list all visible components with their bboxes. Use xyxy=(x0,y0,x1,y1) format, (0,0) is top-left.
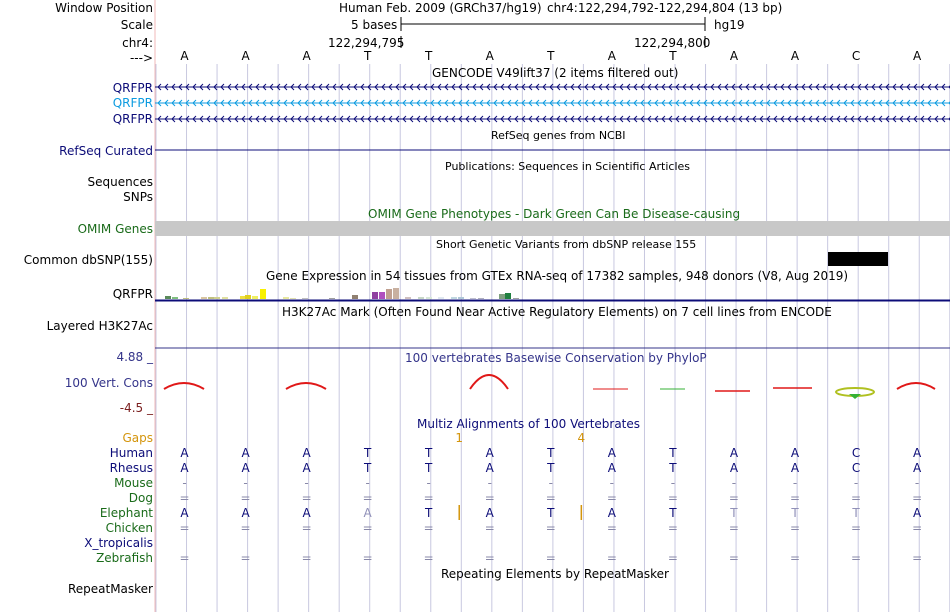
alignment-base: T xyxy=(547,506,555,520)
alignment-base: A xyxy=(241,461,250,475)
alignment-base: = xyxy=(728,521,739,535)
strand-arrow-label[interactable]: ---> xyxy=(129,51,153,65)
gtex-bar xyxy=(183,298,189,299)
dbsnp-variant xyxy=(828,252,888,266)
alignment-base: A xyxy=(241,446,250,460)
phylop-mark xyxy=(897,383,935,389)
ruler-base: A xyxy=(912,49,922,63)
alignment-base: A xyxy=(485,446,494,460)
alignment-base: = xyxy=(484,491,495,505)
species-label-rhesus[interactable]: Rhesus xyxy=(109,461,153,475)
gtex-label[interactable]: QRFPR xyxy=(112,287,153,301)
alignment-base: = xyxy=(423,551,434,565)
repeatmasker-label[interactable]: RepeatMasker xyxy=(67,582,153,596)
alignment-base: A xyxy=(912,506,922,520)
alignment-base: = xyxy=(179,521,190,535)
gtex-bar xyxy=(252,296,258,299)
gtex-bar xyxy=(329,298,335,299)
alignment-base: A xyxy=(180,446,189,460)
dbsnp-label[interactable]: Common dbSNP(155) xyxy=(23,253,153,267)
alignment-base: = xyxy=(362,551,373,565)
gtex-bar xyxy=(499,294,505,299)
alignment-base: T xyxy=(425,446,433,460)
alignment-base: = xyxy=(423,491,434,505)
alignment-base: A xyxy=(607,446,616,460)
alignment-base: T xyxy=(669,446,677,460)
alignment-base: = xyxy=(423,521,434,535)
ruler-base: C xyxy=(851,49,861,63)
gap-count: 1 xyxy=(455,431,464,445)
gtex-bar xyxy=(438,297,444,299)
alignment-base: = xyxy=(301,521,312,535)
alignment-base: = xyxy=(912,551,923,565)
gtex-bar xyxy=(418,297,424,299)
gtex-bar xyxy=(386,289,392,299)
alignment-base: A xyxy=(790,446,800,460)
alignment-base: = xyxy=(851,551,862,565)
alignment-base: = xyxy=(362,491,373,505)
alignment-base: = xyxy=(362,521,373,535)
gtex-bar xyxy=(372,292,378,299)
alignment-base: C xyxy=(851,446,861,460)
alignment-base: - xyxy=(548,476,553,490)
alignment-base: T xyxy=(669,506,677,520)
alignment-base: T xyxy=(852,506,860,520)
alignment-base: T xyxy=(547,446,555,460)
coord-left: 122,294,795 xyxy=(328,36,405,50)
h3k27ac-label[interactable]: Layered H3K27Ac xyxy=(46,319,153,333)
alignment-base: = xyxy=(789,551,801,565)
repeatmasker-title[interactable]: Repeating Elements by RepeatMasker xyxy=(441,567,669,581)
ruler-base: A xyxy=(241,49,250,63)
alignment-base: A xyxy=(912,446,922,460)
phylop-label[interactable]: 100 Vert. Cons xyxy=(64,376,153,390)
alignment-base: = xyxy=(545,551,556,565)
alignment-base: A xyxy=(790,461,800,475)
alignment-base: = xyxy=(728,491,739,505)
alignment-base: = xyxy=(851,491,862,505)
alignment-base: A xyxy=(241,506,250,520)
alignment-base: = xyxy=(240,491,251,505)
publications-title[interactable]: Publications: Sequences in Scientific Articles xyxy=(445,160,690,173)
phylop-max-label: 4.88 _ xyxy=(116,350,153,364)
alignment-base: T xyxy=(425,461,433,475)
alignment-base: A xyxy=(363,506,372,520)
alignment-base: = xyxy=(789,491,801,505)
alignment-base: - xyxy=(182,476,187,490)
omim-label[interactable]: OMIM Genes xyxy=(77,222,153,236)
alignment-base: = xyxy=(667,551,678,565)
gtex-bar xyxy=(513,298,519,299)
alignment-base: A xyxy=(912,461,922,475)
publications-sequences-label[interactable]: Sequences xyxy=(87,175,153,189)
gtex-bar xyxy=(165,296,171,299)
species-label-elephant[interactable]: Elephant xyxy=(99,506,153,520)
alignment-base: = xyxy=(484,521,495,535)
gencode-title[interactable]: GENCODE V49lift37 (2 items filtered out) xyxy=(432,66,679,80)
alignment-base: - xyxy=(914,476,920,490)
alignment-base: A xyxy=(302,506,311,520)
alignment-base: A xyxy=(302,446,311,460)
ruler-base: T xyxy=(363,49,372,63)
alignment-base: A xyxy=(607,506,616,520)
alignment-base: - xyxy=(792,476,798,490)
alignment-base: T xyxy=(791,506,799,520)
alignment-base: = xyxy=(179,551,190,565)
gtex-bar xyxy=(470,298,476,299)
alignment-base: = xyxy=(301,491,312,505)
species-label-mouse[interactable]: Mouse xyxy=(114,476,153,490)
gtex-bar xyxy=(201,297,207,299)
alignment-base: = xyxy=(545,521,556,535)
ruler-base: A xyxy=(485,49,494,63)
alignment-base: A xyxy=(607,461,616,475)
alignment-base: A xyxy=(485,461,494,475)
assembly-short: hg19 xyxy=(714,18,745,32)
species-label-zebrafish[interactable]: Zebrafish xyxy=(96,551,153,565)
gencode-item-1[interactable]: QRFPR xyxy=(112,81,153,95)
alignment-base: - xyxy=(426,476,431,490)
alignment-base: - xyxy=(853,476,859,490)
gtex-bar xyxy=(451,297,457,299)
ruler-base: A xyxy=(790,49,800,63)
h3k27ac-title[interactable]: H3K27Ac Mark (Often Found Near Active Regulatory Elements) on 7 cell lines from ENCODE xyxy=(282,305,832,319)
phylop-mark xyxy=(164,383,204,389)
multiz-title[interactable]: Multiz Alignments of 100 Vertebrates xyxy=(417,417,641,431)
alignment-base: T xyxy=(547,461,555,475)
gaps-label[interactable]: Gaps xyxy=(122,431,153,445)
phylop-title[interactable]: 100 vertebrates Basewise Conservation by PhyloP xyxy=(405,351,707,365)
alignment-base: = xyxy=(606,491,617,505)
gtex-bar xyxy=(393,288,399,299)
phylop-mark xyxy=(286,383,326,389)
chrom-label[interactable]: chr4: xyxy=(122,36,153,50)
gtex-bar xyxy=(283,297,289,299)
alignment-base: - xyxy=(670,476,676,490)
omim-bar xyxy=(155,221,950,236)
alignment-base: C xyxy=(851,461,861,475)
gtex-title[interactable]: Gene Expression in 54 tissues from GTEx RNA-seq of 17382 samples, 948 donors (V8, Aug 2019) xyxy=(266,269,849,283)
alignment-base: = xyxy=(240,521,251,535)
alignment-base: T xyxy=(363,446,372,460)
ruler-base: A xyxy=(302,49,311,63)
alignment-base: = xyxy=(728,551,739,565)
gtex-bar xyxy=(260,289,266,299)
refseq-title[interactable]: RefSeq genes from NCBI xyxy=(491,129,626,142)
gtex-bar xyxy=(505,293,511,299)
gtex-bar xyxy=(426,297,432,299)
ruler-base: T xyxy=(425,49,433,63)
alignment-base: = xyxy=(667,491,678,505)
alignment-base: = xyxy=(606,551,617,565)
gtex-bar xyxy=(172,297,178,299)
assembly-title: Human Feb. 2009 (GRCh37/hg19) xyxy=(339,1,542,15)
alignment-base: = xyxy=(179,491,190,505)
alignment-base: = xyxy=(667,521,678,535)
alignment-base: T xyxy=(363,461,372,475)
alignment-base: - xyxy=(365,476,370,490)
gtex-bar xyxy=(478,298,484,299)
species-label-human[interactable]: Human xyxy=(109,446,153,460)
alignment-base: A xyxy=(302,461,311,475)
gtex-bar xyxy=(214,297,220,299)
species-label-x_tropicalis[interactable]: X_tropicalis xyxy=(84,536,153,550)
alignment-base: - xyxy=(609,476,615,490)
ruler-base: A xyxy=(607,49,616,63)
publications-snps-label[interactable]: SNPs xyxy=(123,190,153,204)
alignment-base: = xyxy=(912,491,923,505)
species-label-dog[interactable]: Dog xyxy=(128,491,153,505)
alignment-base: = xyxy=(606,521,617,535)
dbsnp-title[interactable]: Short Genetic Variants from dbSNP release 155 xyxy=(436,238,697,251)
alignment-base: T xyxy=(425,506,433,520)
alignment-base: T xyxy=(730,506,738,520)
gtex-bar xyxy=(245,295,251,299)
alignment-base: = xyxy=(545,491,556,505)
refseq-label[interactable]: RefSeq Curated xyxy=(59,144,153,158)
gtex-bar xyxy=(290,298,296,299)
coord-right: 122,294,800 xyxy=(634,36,711,50)
alignment-base: = xyxy=(789,521,801,535)
ruler-base: T xyxy=(669,49,677,63)
gencode-item-2[interactable]: QRFPR xyxy=(112,96,153,110)
ruler-base: T xyxy=(547,49,555,63)
gap-count: 4 xyxy=(577,431,586,445)
omim-title[interactable]: OMIM Gene Phenotypes - Dark Green Can Be Disease-causing xyxy=(368,207,741,221)
alignment-base: = xyxy=(484,551,495,565)
alignment-base: = xyxy=(912,521,923,535)
gtex-bar xyxy=(352,295,358,299)
phylop-mark xyxy=(470,375,508,389)
phylop-min-label: -4.5 _ xyxy=(119,401,153,415)
alignment-base: - xyxy=(487,476,492,490)
alignment-base: A xyxy=(485,506,494,520)
species-label-chicken[interactable]: Chicken xyxy=(105,521,153,535)
alignment-base: T xyxy=(669,461,677,475)
alignment-base: - xyxy=(731,476,737,490)
ruler-base: A xyxy=(729,49,739,63)
ruler-base: A xyxy=(180,49,189,63)
alignment-base: - xyxy=(304,476,309,490)
alignment-base: = xyxy=(301,551,312,565)
window-position-label[interactable]: Window Position xyxy=(55,1,153,15)
scale-text: 5 bases xyxy=(351,18,398,32)
alignment-base: A xyxy=(729,446,739,460)
alignment-base: = xyxy=(851,521,862,535)
gtex-bar xyxy=(222,297,228,299)
gtex-bar xyxy=(302,298,308,299)
alignment-base: A xyxy=(180,461,189,475)
alignment-base: A xyxy=(180,506,189,520)
position-range: chr4:122,294,792-122,294,804 (13 bp) xyxy=(547,1,783,15)
alignment-base: - xyxy=(243,476,248,490)
alignment-base: = xyxy=(240,551,251,565)
gtex-bar xyxy=(379,292,385,299)
alignment-base: A xyxy=(729,461,739,475)
gtex-bar xyxy=(405,297,411,299)
gtex-bar xyxy=(458,297,464,299)
gencode-item-3[interactable]: QRFPR xyxy=(112,112,153,126)
scale-label[interactable]: Scale xyxy=(120,18,153,32)
gtex-bar xyxy=(208,297,214,299)
